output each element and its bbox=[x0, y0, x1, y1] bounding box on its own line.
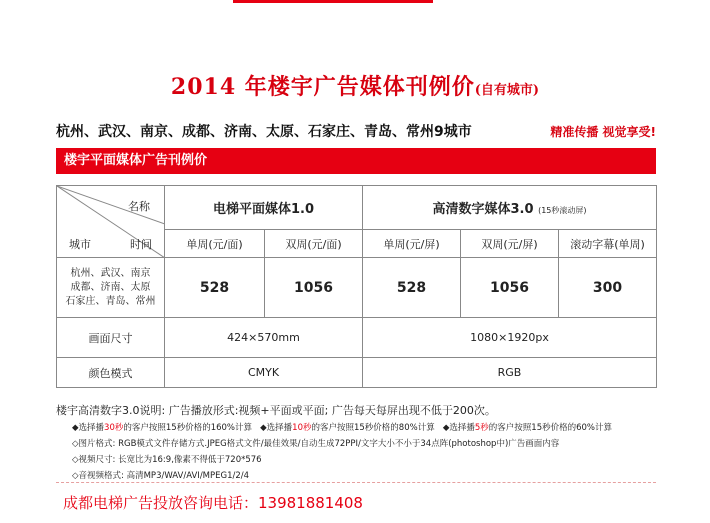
notes-section bbox=[56, 402, 676, 485]
color-media2: RGB bbox=[363, 358, 657, 388]
notes-video-size: ◇视频尺寸: 长宽比为16:9,像素不得低于720*576 bbox=[72, 455, 262, 465]
media2-note: (15秒滚动屏) bbox=[538, 206, 587, 215]
cities-header bbox=[56, 118, 656, 144]
price-cell: 300 bbox=[559, 258, 657, 318]
media2-header bbox=[363, 186, 657, 230]
size-media2: 1080×1920px bbox=[363, 318, 657, 358]
subheader-cell: 双周(元/屏) bbox=[461, 230, 559, 258]
note-bullet-text: 的客户按照15秒价格的60%计算 bbox=[488, 423, 612, 433]
note-highlight: 5秒 bbox=[474, 423, 489, 433]
slogan: 精准传播 视觉享受! bbox=[550, 124, 656, 139]
note-highlight: 30秒 bbox=[104, 423, 124, 433]
corner-label-time: 时间 bbox=[130, 238, 152, 251]
note-bullet-text: ◆选择播 bbox=[72, 423, 105, 433]
cities-line: 杭州、武汉、南京、成都、济南、太原、石家庄、青岛、常州9城市 bbox=[56, 124, 472, 140]
media2-title: 高清数字媒体3.0 bbox=[432, 202, 534, 217]
corner-label-name: 名称 bbox=[128, 200, 150, 213]
price-cell: 528 bbox=[165, 258, 265, 318]
city-list-line: 成都、济南、太原 bbox=[70, 281, 151, 293]
media1-header: 电梯平面媒体1.0 bbox=[165, 186, 363, 230]
price-cell: 1056 bbox=[461, 258, 559, 318]
top-accent-bar bbox=[233, 0, 433, 3]
table-corner-cell bbox=[57, 186, 165, 258]
notes-pricing-line bbox=[72, 421, 676, 433]
section-band: 楼宇平面媒体广告刊例价 bbox=[56, 148, 656, 174]
divider bbox=[56, 482, 656, 483]
note-bullet-text: ◆选择播 bbox=[260, 423, 293, 433]
title-main: 2014 年楼宇广告媒体刊例价 bbox=[170, 74, 475, 100]
city-list-cell bbox=[57, 258, 165, 318]
note-bullet-text: 的客户按照15秒价格的80%计算 bbox=[311, 423, 435, 433]
note-bullet-text: ◆选择播 bbox=[442, 423, 475, 433]
page-title bbox=[0, 70, 710, 101]
size-media1: 424×570mm bbox=[165, 318, 363, 358]
notes-av-format: ◇音视频格式: 高清MP3/WAV/AVI/MPEG1/2/4 bbox=[72, 471, 250, 481]
size-label: 画面尺寸 bbox=[57, 318, 165, 358]
color-label: 颜色模式 bbox=[57, 358, 165, 388]
color-media1: CMYK bbox=[165, 358, 363, 388]
title-sub: (自有城市) bbox=[474, 83, 540, 98]
note-bullet-text: 的客户按照15秒价格的160%计算 bbox=[123, 423, 252, 433]
notes-image-format: ◇图片格式: RGB模式文件存储方式.JPEG格式文件/最佳效果/自动生成72PPI/文字大小不小于34点阵(photoshop中)广告画面内容 bbox=[72, 439, 560, 449]
subheader-cell: 单周(元/面) bbox=[165, 230, 265, 258]
subheader-cell: 滚动字幕(单周) bbox=[559, 230, 657, 258]
price-cell: 528 bbox=[363, 258, 461, 318]
city-list-line: 石家庄、青岛、常州 bbox=[65, 295, 156, 307]
price-cell: 1056 bbox=[265, 258, 363, 318]
corner-label-city: 城市 bbox=[69, 238, 91, 251]
rate-table bbox=[56, 185, 657, 388]
note-highlight: 10秒 bbox=[292, 423, 312, 433]
subheader-cell: 双周(元/面) bbox=[265, 230, 363, 258]
city-list-line: 杭州、武汉、南京 bbox=[70, 267, 151, 279]
notes-intro: 楼宇高清数字3.0说明: 广告播放形式:视频+平面或平面; 广告每天每屏出现不低于200次。 bbox=[56, 404, 496, 417]
contact-phone: 成都电梯广告投放咨询电话：13981881408 bbox=[63, 494, 363, 512]
subheader-cell: 单周(元/屏) bbox=[363, 230, 461, 258]
